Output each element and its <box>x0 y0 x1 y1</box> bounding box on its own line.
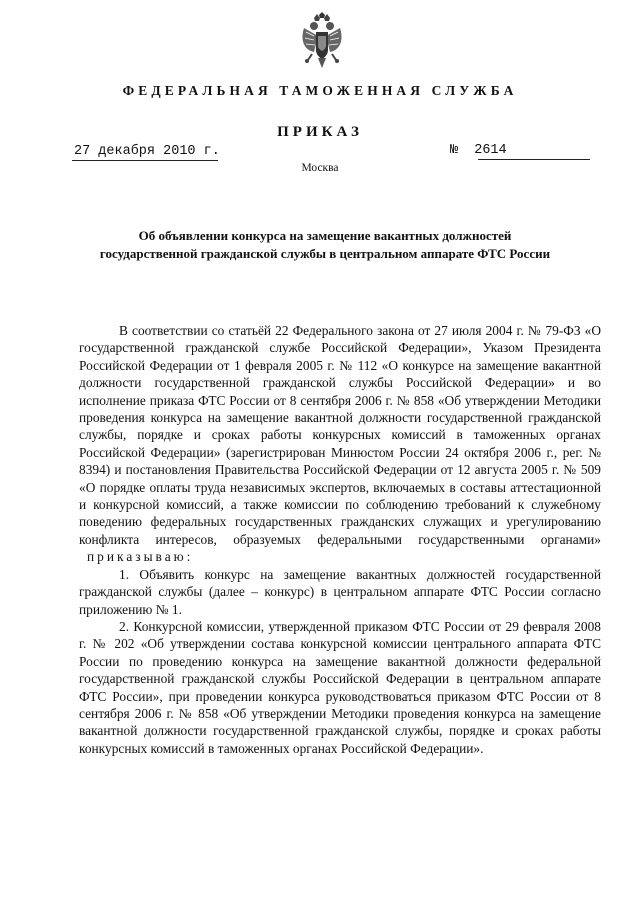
document-type: ПРИКАЗ <box>277 124 363 140</box>
subject-line-2: государственной гражданской службы в центральном аппарате ФТС России <box>99 246 551 261</box>
command-word: приказываю: <box>87 549 194 565</box>
number-sign: № <box>450 143 459 158</box>
order-body <box>79 322 601 757</box>
order-subject <box>80 227 570 263</box>
item-1: 1. Объявить конкурс на замещение вакантных должностей государственной гражданской службы (далее – конкурс) в центральном аппарате ФТС России согласно приложению № 1. <box>79 566 601 617</box>
russian-coat-of-arms-icon <box>300 12 344 72</box>
preamble-text: В соответствии со статьёй 22 Федерального закона от 27 июля 2004 г. № 79-ФЗ «О государственной гражданской службе Российской Федерации», Указом Президента Российской Федерации от 1 февраля 2005 г. № 112 «О конкурсе на замещение вакантной должности государственной гражданской службы Российской Федерации» и во исполнение приказа ФТС России от 8 сентября 2006 г. № 858 «Об утверждении Методики проведения конкурса на замещение вакантной должности государственной гражданской службы, порядке и сроках работы конкурсных комиссий в таможенных органах Российской Федерации» (зарегистрирован Минюстом России 24 октября 2006 г., рег. № 8394) и постановления Правительства Российской Федерации от 12 августа 2005 г. № 509 «О порядке оплаты труда независимых экспертов, включаемых в составы аттестационной и конкурсной комиссий, а также комиссии по соблюдению требований к служебному поведению федеральных государственных гражданских служащих и урегулированию конфликта интересов, образуемых федеральными государственными органами» <box>79 323 601 547</box>
city: Москва <box>301 162 339 174</box>
item-2: 2. Конкурсной комиссии, утвержденной приказом ФТС России от 29 февраля 2008 г. № 202 «Об утверждении состава конкурсной комиссии центрального аппарата ФТС России по проведению конкурса на замещение вакантной должности федеральной государственной гражданской службы Российской Федерации в центральном аппарате ФТС России», при проведении конкурса руководствоваться приказом ФТС России от 8 сентября 2006 г. № 858 «Об утверждении Методики проведения конкурса на замещение вакантной должности государственной гражданской службы, порядке и сроках работы конкурсных комиссий в таможенных органах Российской Федерации». <box>79 618 601 756</box>
agency-name: ФЕДЕРАЛЬНАЯ ТАМОЖЕННАЯ СЛУЖБА <box>122 83 518 98</box>
order-date: 27 декабря 2010 г. <box>74 144 220 159</box>
subject-line-1: Об объявлении конкурса на замещение вакантных должностей <box>138 228 512 243</box>
order-number <box>450 143 507 158</box>
date-underline <box>72 160 218 161</box>
number-underline <box>478 159 590 160</box>
preamble-paragraph <box>79 322 601 566</box>
number-value: 2614 <box>474 143 507 158</box>
